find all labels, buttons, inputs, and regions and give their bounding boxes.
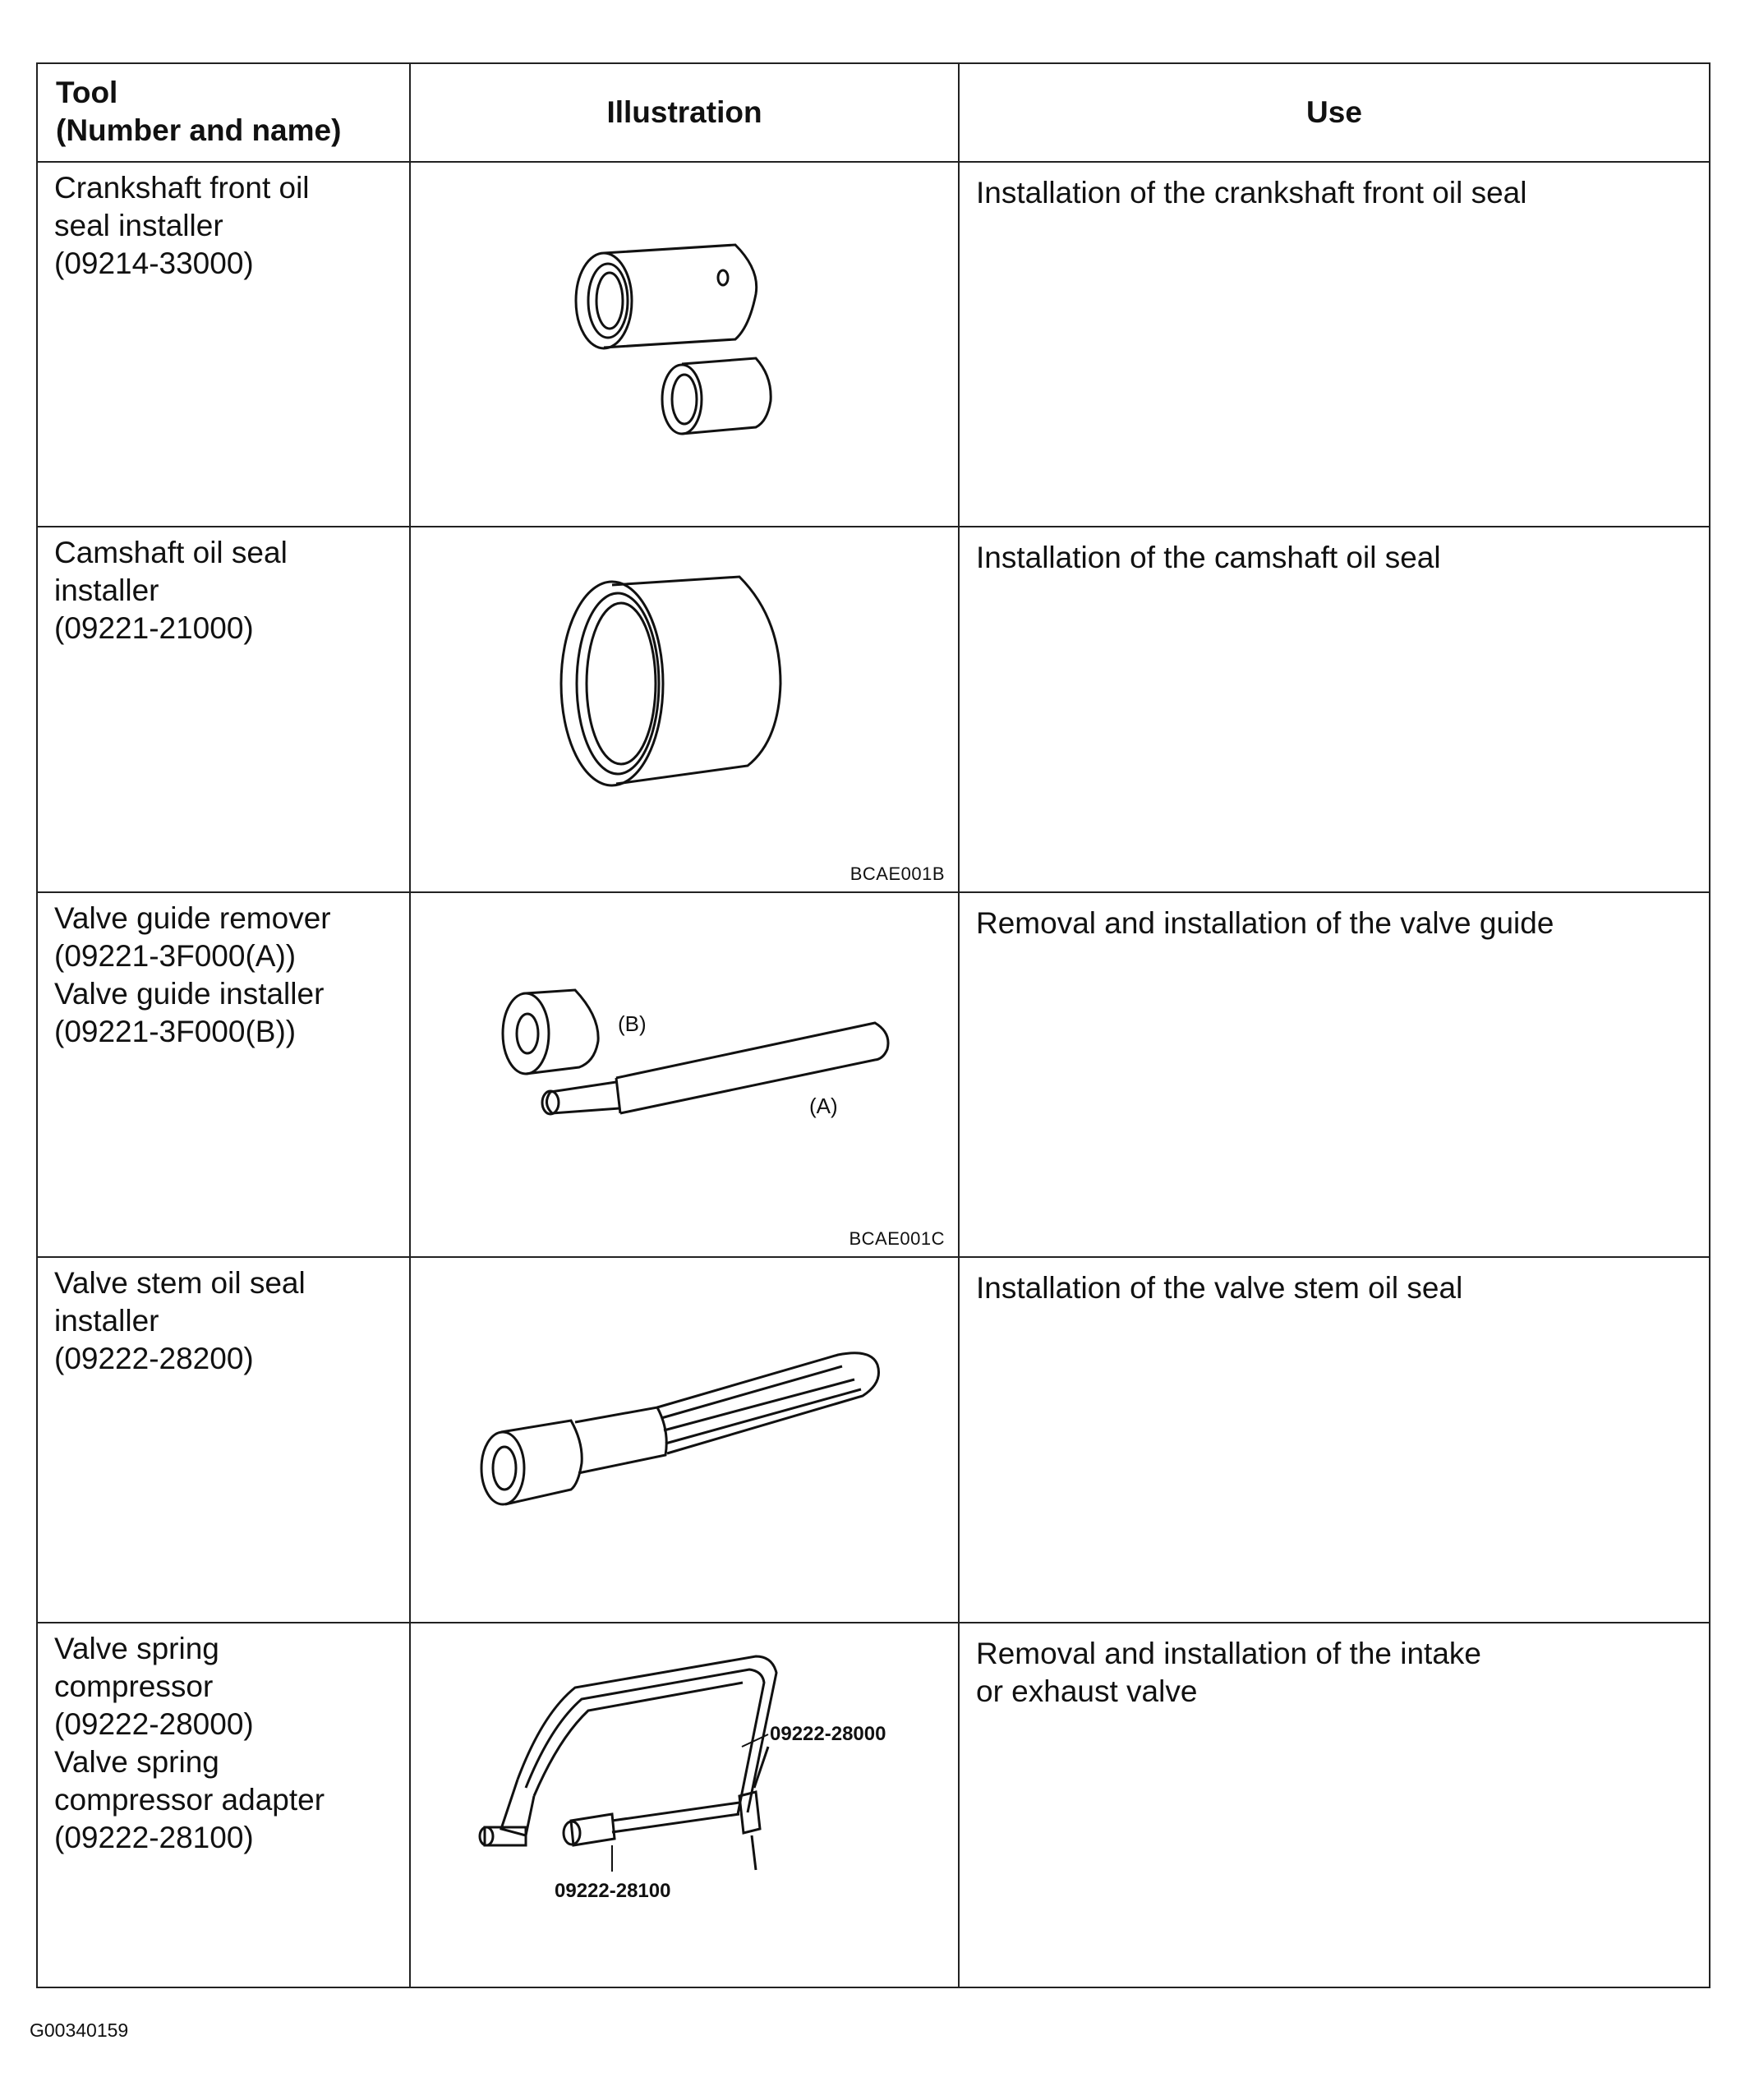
tool-line: (09222-28000) xyxy=(54,1706,254,1741)
camshaft-oil-seal-installer-icon xyxy=(411,527,960,892)
tool-line: Valve guide remover xyxy=(54,900,331,935)
valve-guide-tool-icon xyxy=(411,893,960,1258)
use-line: Removal and installation of the valve guide xyxy=(976,905,1554,940)
use-line: or exhaust valve xyxy=(976,1674,1198,1708)
use-line: Installation of the valve stem oil seal xyxy=(976,1271,1463,1306)
use-cell xyxy=(959,162,1710,527)
table-row xyxy=(37,527,1710,891)
tool-line: Crankshaft front oil xyxy=(54,171,310,205)
illustration-cell xyxy=(410,527,959,891)
tool-line: Valve stem oil seal xyxy=(54,1266,306,1301)
header-row xyxy=(37,63,1710,162)
tool-line: (09221-3F000(B)) xyxy=(54,1014,297,1048)
table-row xyxy=(37,892,1710,1257)
tool-line: (09221-3F000(A)) xyxy=(54,938,297,973)
table-row xyxy=(37,1623,1710,1987)
use-cell xyxy=(959,892,1710,1257)
tool-line: (09214-33000) xyxy=(54,246,254,281)
label-compressor: 09222-28000 xyxy=(770,1722,886,1745)
tool-cell xyxy=(37,162,410,527)
tool-line: (09222-28100) xyxy=(54,1820,254,1854)
illustration-cell xyxy=(410,892,959,1257)
label-b: (B) xyxy=(618,1011,647,1036)
tool-cell xyxy=(37,1623,410,1987)
special-tools-table xyxy=(36,62,1710,1988)
table-row xyxy=(37,1257,1710,1622)
tool-line: installer xyxy=(54,1304,159,1338)
document-id: G00340159 xyxy=(30,2019,129,2041)
valve-stem-seal-installer-icon xyxy=(411,1258,960,1623)
tool-line: (09222-28200) xyxy=(54,1342,254,1376)
illustration-cell xyxy=(410,1257,959,1622)
table-row xyxy=(37,162,1710,527)
use-line: Installation of the camshaft oil seal xyxy=(976,541,1441,575)
tool-line: Valve guide installer xyxy=(54,976,325,1011)
illustration-cell xyxy=(410,1623,959,1987)
valve-spring-compressor-icon xyxy=(411,1623,960,1988)
image-code: BCAE001C xyxy=(849,1228,945,1250)
use-cell xyxy=(959,527,1710,891)
header-use: Use xyxy=(959,63,1710,162)
use-cell xyxy=(959,1623,1710,1987)
tool-line: compressor adapter xyxy=(54,1782,325,1817)
header-tool-line: Tool xyxy=(56,76,118,109)
header-tool-line: (Number and name) xyxy=(56,113,342,147)
tool-cell xyxy=(37,527,410,891)
crankshaft-oil-seal-installer-icon xyxy=(411,163,960,527)
tool-cell xyxy=(37,892,410,1257)
tool-line: seal installer xyxy=(54,209,223,243)
illustration-cell xyxy=(410,162,959,527)
use-cell xyxy=(959,1257,1710,1622)
label-adapter: 09222-28100 xyxy=(555,1879,671,1902)
tool-line: (09221-21000) xyxy=(54,611,254,646)
tool-line: installer xyxy=(54,573,159,608)
use-line: Removal and installation of the intake xyxy=(976,1636,1481,1670)
tool-line: Camshaft oil seal xyxy=(54,536,288,570)
label-a: (A) xyxy=(809,1093,838,1118)
image-code: BCAE001B xyxy=(849,863,945,884)
tool-line: compressor xyxy=(54,1669,214,1703)
tool-cell xyxy=(37,1257,410,1622)
header-tool xyxy=(37,63,410,162)
tool-line: Valve spring xyxy=(54,1744,219,1779)
use-line: Installation of the crankshaft front oil seal xyxy=(976,176,1527,210)
tool-line: Valve spring xyxy=(54,1631,219,1665)
header-illustration: Illustration xyxy=(410,63,959,162)
